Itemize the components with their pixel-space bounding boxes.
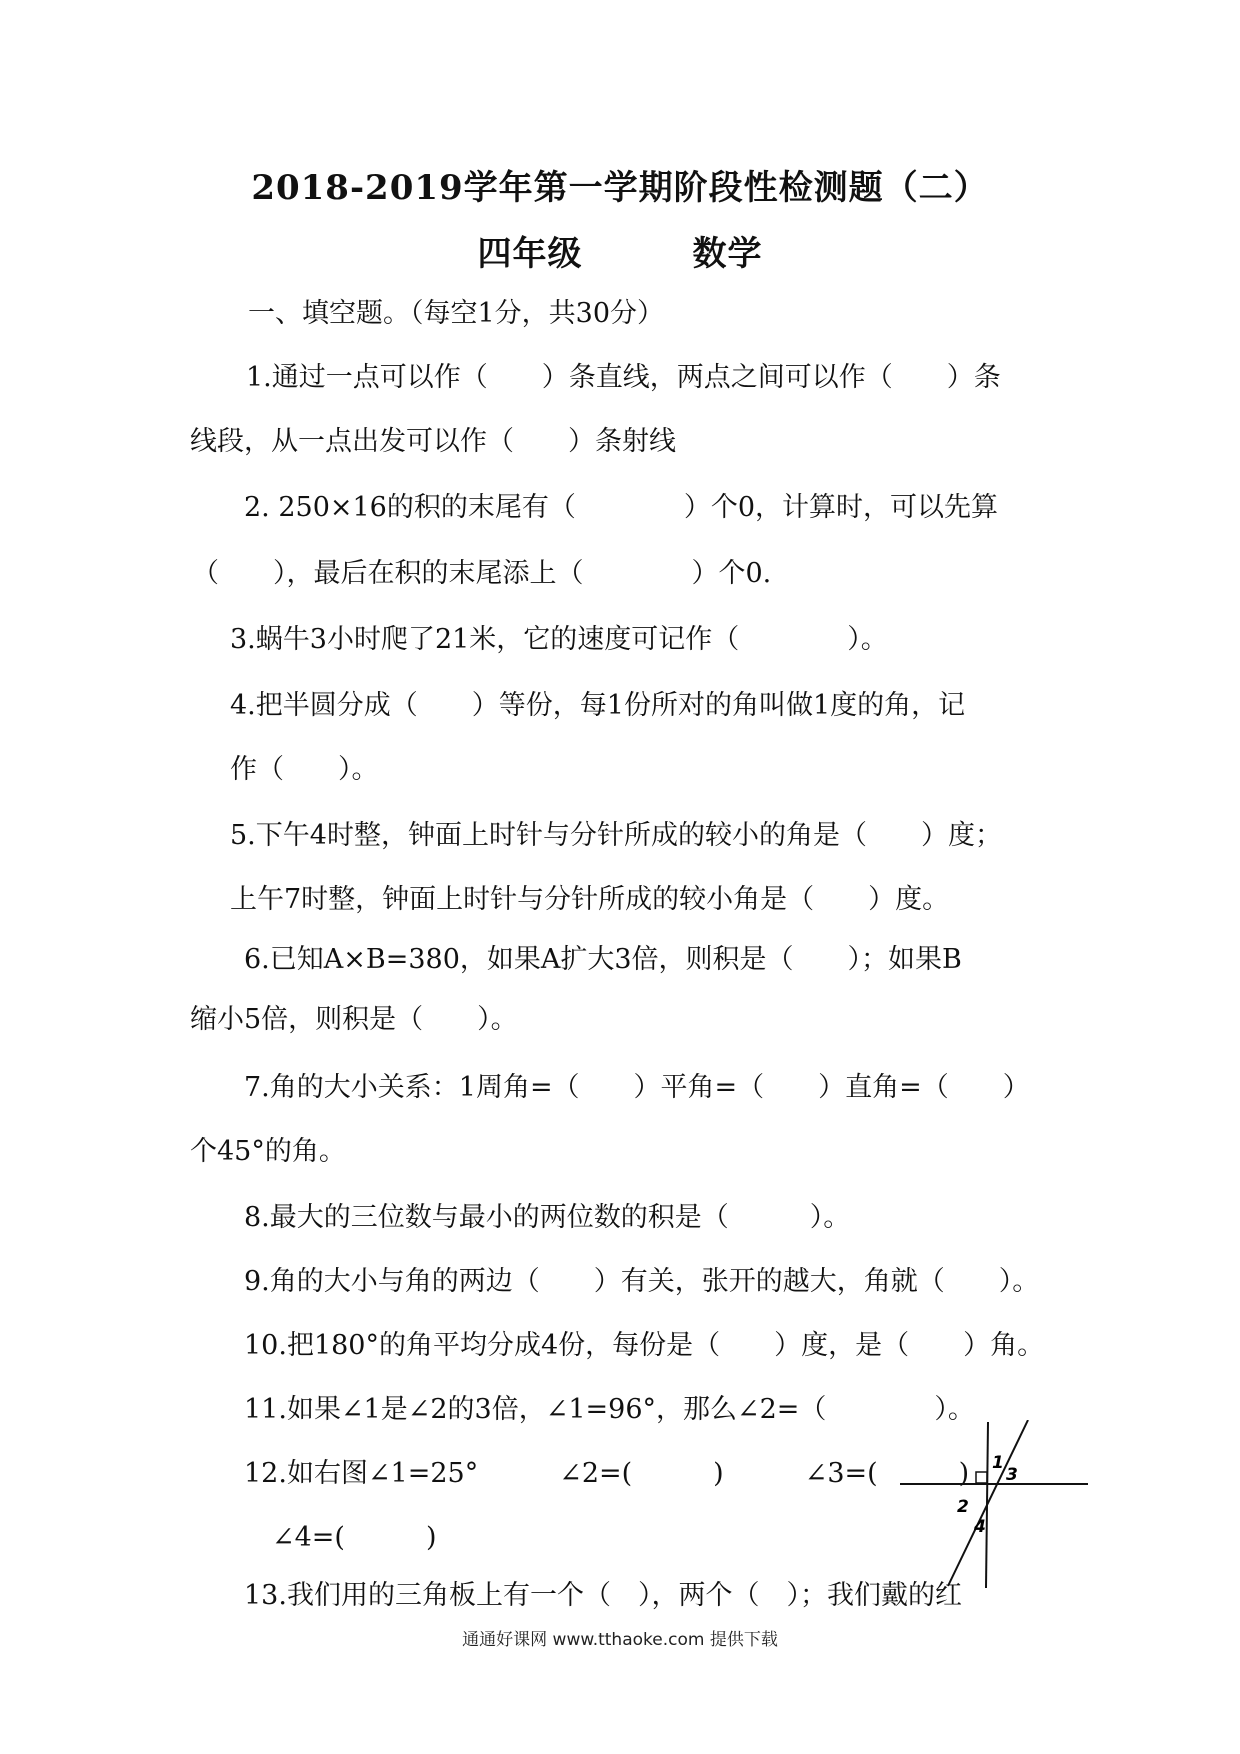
question-3: 3.蜗牛3小时爬了21米，它的速度可记作（ ）。 xyxy=(230,624,888,655)
exam-title: 2018-2019学年第一学期阶段性检测题（二） xyxy=(251,168,989,208)
section-heading: 一、填空题。（每空1分，共30分） xyxy=(248,298,665,329)
question-5-line-2: 上午7时整，钟面上时针与分针所成的较小角是（ ）度。 xyxy=(230,884,950,915)
question-4-line-2: 作（ ）。 xyxy=(230,754,379,785)
question-6-line-1: 6.已知A×B=380，如果A扩大3倍，则积是（ ）；如果B xyxy=(244,944,962,975)
grade-subject-line xyxy=(0,226,1240,275)
question-6-line-2: 缩小5倍，则积是（ ）。 xyxy=(190,1004,518,1035)
question-8: 8.最大的三位数与最小的两位数的积是（ ）。 xyxy=(244,1202,851,1233)
question-7-line-2: 个45°的角。 xyxy=(190,1136,346,1167)
question-12-line-1: 12.如右图∠1=25° ∠2=( ) ∠3=( ) xyxy=(244,1458,970,1489)
question-10: 10.把180°的角平均分成4份，每份是（ ）度，是（ ）角。 xyxy=(244,1330,1045,1361)
footer-source: 通通好课网 www.tthaoke.com 提供下载 xyxy=(462,1630,778,1650)
question-2-line-2: （ ），最后在积的末尾添上（ ）个0. xyxy=(192,558,772,589)
question-1-line-2: 线段，从一点出发可以作（ ）条射线 xyxy=(190,426,676,457)
question-4-line-1: 4.把半圆分成（ ）等份，每1份所对的角叫做1度的角，记 xyxy=(230,690,966,721)
subject-label: 数学 xyxy=(692,234,763,274)
intersecting-lines-figure xyxy=(900,1420,1100,1590)
angle-label-2: 2 xyxy=(957,1497,969,1517)
question-12-line-2: ∠4=( ) xyxy=(272,1522,437,1553)
right-angle-mark xyxy=(976,1472,987,1483)
question-7-line-1: 7.角的大小关系：1周角=（ ）平角=（ ）直角=（ ） xyxy=(244,1072,1030,1103)
question-9: 9.角的大小与角的两边（ ）有关，张开的越大，角就（ ）。 xyxy=(244,1266,1040,1297)
question-5-line-1: 5.下午4时整，钟面上时针与分针所成的较小的角是（ ）度； xyxy=(230,820,1002,851)
question-1-line-1: 1.通过一点可以作（ ）条直线，两点之间可以作（ ）条 xyxy=(246,362,1001,393)
angle-label-4: 4 xyxy=(974,1517,986,1537)
question-13: 13.我们用的三角板上有一个（ ），两个（ ）；我们戴的红 xyxy=(244,1580,962,1611)
question-2-line-1: 2. 250×16的积的末尾有（ ）个0，计算时，可以先算 xyxy=(244,492,999,523)
grade-label: 四年级 xyxy=(477,234,583,274)
question-11: 11.如果∠1是∠2的3倍，∠1=96°，那么∠2=（ ）。 xyxy=(244,1394,975,1425)
angle-label-3: 3 xyxy=(1006,1465,1018,1485)
angle-label-1: 1 xyxy=(992,1453,1004,1473)
